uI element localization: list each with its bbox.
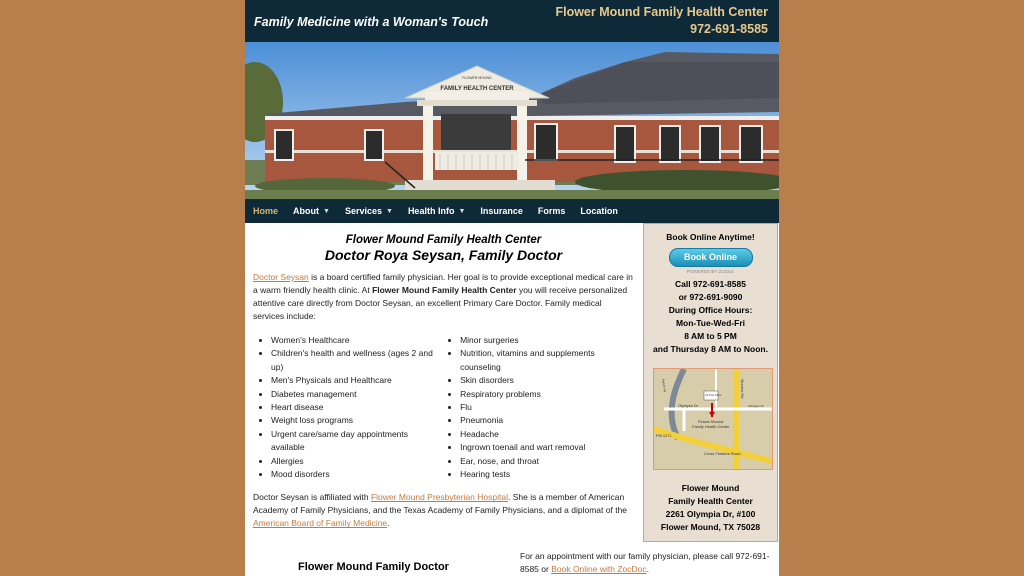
appt-text-1: For an appointment with our family physician, please call 972-691-8585 or — [520, 551, 770, 574]
appt-text-2: . — [646, 564, 650, 574]
intro-text-1: is a board certified family physician. Her goal is to provide exceptional medical care in a warm friendly health clinic. At — [253, 272, 633, 295]
nav-about-label: About — [293, 206, 320, 216]
list-item: • Ear, nose, and throat — [460, 455, 634, 468]
book-online-button[interactable]: Book Online — [669, 248, 753, 267]
doctor-seysan-link[interactable]: Doctor Seysan — [253, 272, 309, 282]
list-item: • Headache — [460, 428, 634, 441]
list-item: • Ingrown toenail and wart removal — [460, 441, 634, 454]
nav-home[interactable] — [253, 206, 278, 216]
map-road-morriss: Morriss Rd — [740, 379, 745, 399]
list-item: • Children's health and wellness (ages 2 and up) — [271, 347, 440, 374]
list-item: • Weight loss programs — [271, 414, 440, 427]
center-name: Flower Mound Family Health Center — [555, 5, 768, 19]
office-hours: 8 AM to 5 PM — [684, 331, 737, 341]
nav-home-label: Home — [253, 206, 279, 216]
list-item: • Men's Physicals and Healthcare — [271, 374, 440, 387]
nav-services-label: Services — [344, 206, 382, 216]
appointment-text — [520, 550, 770, 576]
section-title-family-doctor: Flower Mound Family Doctor — [298, 561, 449, 573]
nav-forms-label: Forms — [537, 206, 566, 216]
nav-services[interactable] — [345, 206, 393, 216]
page-title-doctor: Doctor Roya Seysan, Family Doctor — [324, 247, 563, 263]
address-line-3: 2261 Olympia Dr, #100 — [665, 509, 756, 519]
list-item: • Respiratory problems — [460, 388, 634, 401]
main-nav — [245, 199, 779, 223]
zocdoc-badge: POWERED BY ZocDoc — [686, 269, 735, 274]
hero-photo — [245, 42, 779, 199]
call-phone-1: Call 972-691-8585 — [675, 279, 746, 289]
nav-about[interactable] — [293, 206, 330, 216]
header-bar — [245, 0, 779, 42]
zocdoc-link[interactable]: Book Online with ZocDoc — [551, 564, 647, 574]
tagline: Family Medicine with a Woman's Touch — [254, 15, 489, 29]
nav-forms[interactable] — [538, 206, 566, 216]
list-item: • Diabetes management — [271, 388, 440, 401]
main-content — [245, 223, 642, 530]
header-phone[interactable]: 972-691-8585 — [690, 22, 768, 36]
address-line-4: Flower Mound, TX 75028 — [660, 522, 761, 532]
nav-insurance-label: Insurance — [480, 206, 523, 216]
intro-bold: Flower Mound Family Health Center — [372, 285, 517, 295]
building-sign-top: FLOWER MOUND — [462, 76, 492, 80]
address-line-1: Flower Mound — [681, 483, 740, 493]
building-sign-text: FAMILY HEALTH CENTER — [440, 86, 514, 92]
list-item: • Heart disease — [271, 401, 440, 414]
map-label-postoffice: US Post Office — [705, 394, 722, 397]
affil-text-2: . She is a member of American Academy of Family Physicians, and the Texas Academy of Family Physicians, and a diplomat of the — [253, 492, 628, 516]
map-road-arlington: Arlington Dr — [748, 404, 764, 408]
abfm-link[interactable]: American Board of Family Medicine — [253, 518, 388, 529]
address-block — [644, 482, 777, 534]
affil-text-3: . — [387, 518, 390, 529]
intro-paragraph — [245, 271, 642, 323]
nav-health-info[interactable] — [408, 206, 465, 216]
map-label-clinic-2: Family Health Center — [692, 424, 730, 429]
list-item: • Urgent care/same day appointments available — [271, 428, 440, 455]
list-item: • Hearing tests — [460, 468, 634, 481]
sidebar — [643, 223, 778, 542]
book-online-heading: Book Online Anytime! — [666, 232, 755, 242]
chevron-down-icon: ▼ — [323, 207, 330, 215]
list-item: • Mood disorders — [271, 468, 440, 481]
list-item: • Minor surgeries — [460, 334, 634, 347]
chevron-down-icon: ▼ — [386, 207, 393, 215]
nav-location-label: Location — [580, 206, 618, 216]
map-road-cross: Cross Timbers Road — [704, 451, 741, 456]
list-item: • Skin disorders — [460, 374, 634, 387]
list-item: • Women's Healthcare — [271, 334, 440, 347]
page — [245, 0, 779, 576]
page-title-center: Flower Mound Family Health Center — [345, 234, 542, 246]
presbyterian-hospital-link[interactable]: Flower Mound Presbyterian Hospital — [370, 492, 508, 503]
nav-location[interactable] — [580, 206, 618, 216]
location-map[interactable] — [653, 368, 773, 470]
list-item: • Flu — [460, 401, 634, 414]
list-item: • Allergies — [271, 455, 440, 468]
map-label-clinic-1: Flower Mound — [698, 419, 724, 424]
list-item: • Pneumonia — [460, 414, 634, 427]
office-days: Mon-Tue-Wed-Fri — [675, 318, 746, 328]
map-road-olympia: Olympia Dr — [678, 403, 699, 408]
services-list-left — [253, 334, 440, 481]
intro-text-2: you will receive personalized attentive care directly from Doctor Seysan, an excellent Primary Care Doctor. Family medical services include: — [253, 285, 628, 321]
nav-insurance[interactable] — [480, 206, 523, 216]
services-lists — [245, 334, 642, 481]
hours-heading: During Office Hours: — [668, 305, 753, 315]
address-line-2: Family Health Center — [668, 496, 753, 506]
nav-health-info-label: Health Info — [407, 206, 455, 216]
list-item: • Nutrition, vitamins and supplements counseling — [460, 347, 634, 374]
affil-text-1: Doctor Seysan is affiliated with — [253, 492, 371, 503]
call-phone-2: or 972-691-9090 — [678, 292, 743, 302]
services-list-right — [442, 334, 634, 481]
thursday-hours: and Thursday 8 AM to Noon. — [653, 344, 768, 354]
affiliation-paragraph — [245, 491, 642, 530]
map-road-parker: Parker Sq — [661, 378, 668, 393]
chevron-down-icon: ▼ — [458, 207, 466, 215]
map-road-fm: FM 1171 — [656, 433, 672, 438]
